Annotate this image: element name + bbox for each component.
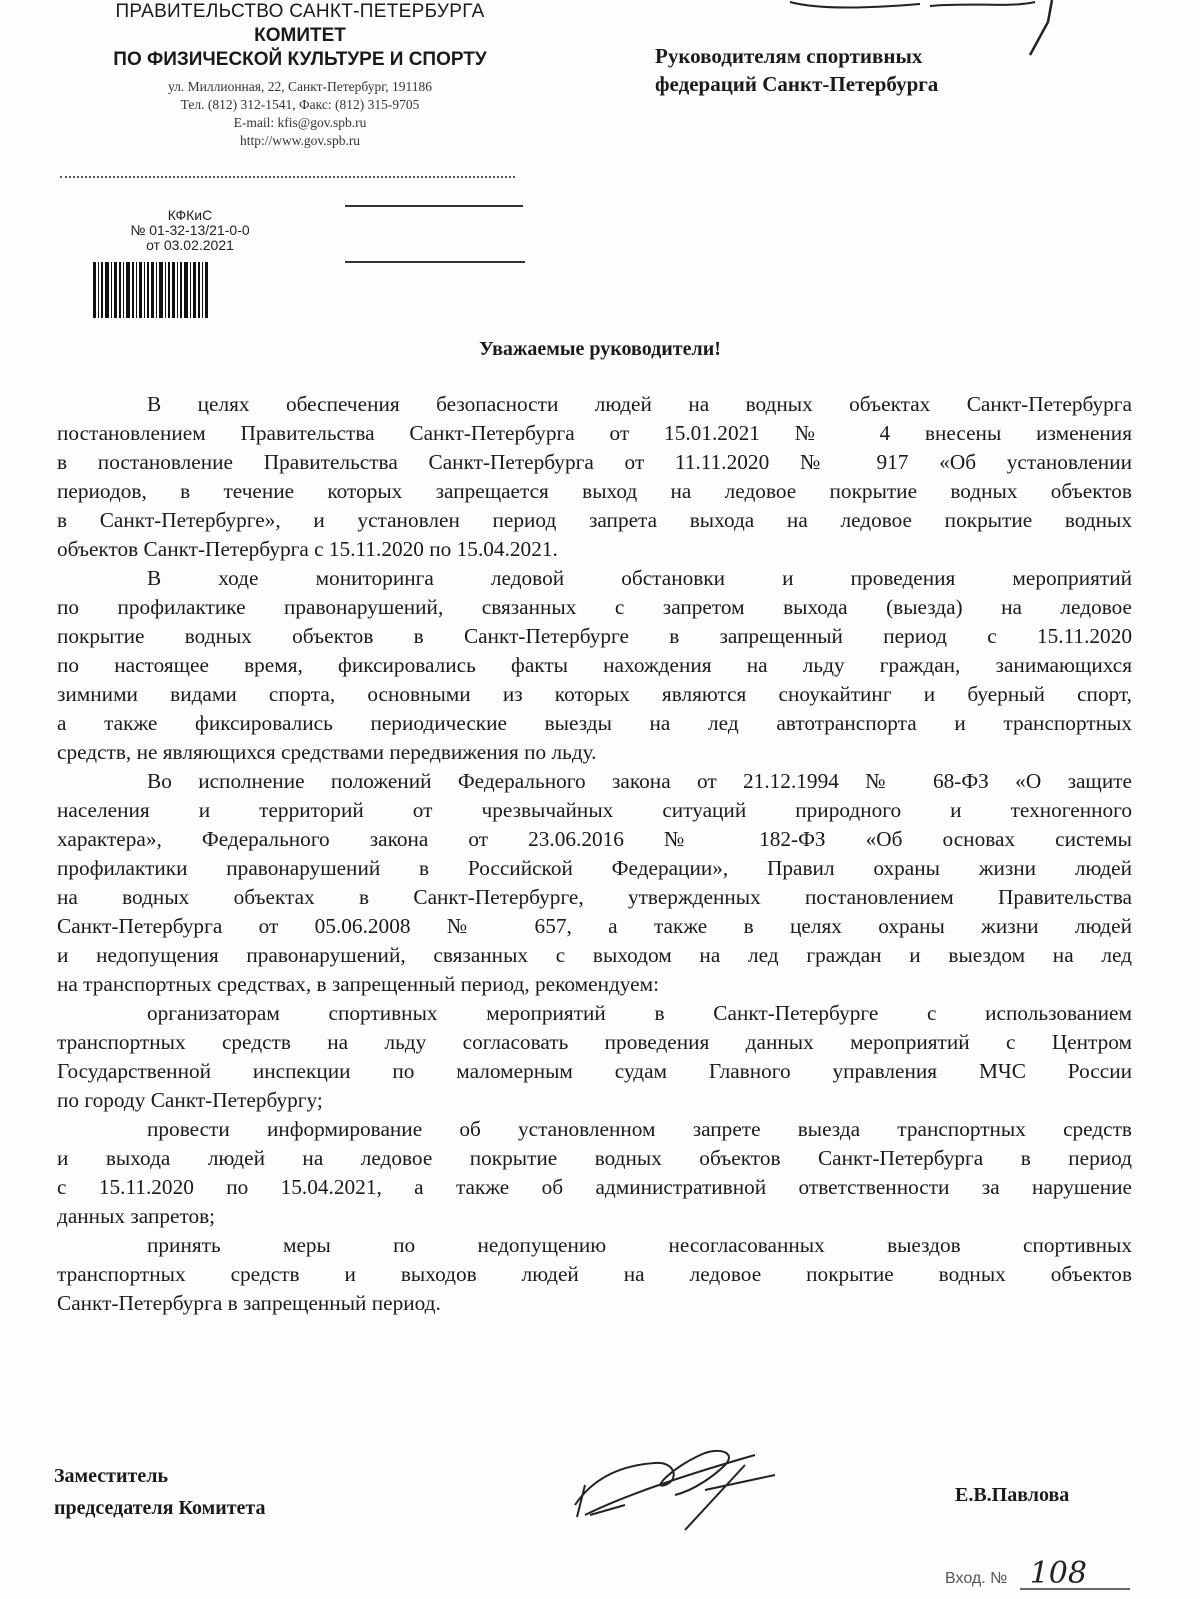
body-line: организаторам спортивных мероприятий в Санкт-Петербурге с использованием <box>147 1001 1132 1025</box>
body-line: Государственной инспекции по маломерным судам Главного управления МЧС России <box>57 1059 1132 1083</box>
barcode-bar <box>93 262 96 318</box>
body-line: и выхода людей на ледовое покрытие водных объектов Санкт-Петербурга в период <box>57 1146 1132 1170</box>
body-line: по профилактике правонарушений, связанных с запретом выхода (выезда) на ледовое <box>57 595 1132 619</box>
barcode-bar <box>159 262 163 318</box>
body-line: а также фиксировались периодические выезды на лед автотранспорта и транспортных <box>57 711 1132 735</box>
barcode-bar <box>139 262 142 318</box>
body-line: данных запретов; <box>57 1204 216 1228</box>
blank-line <box>345 261 525 263</box>
body-line: характера», Федерального закона от 23.06.2016 № 182-ФЗ «Об основах системы <box>57 827 1132 851</box>
barcode-bar <box>136 262 137 318</box>
barcode-bar <box>165 262 166 318</box>
body-line: по городу Санкт-Петербургу; <box>57 1088 323 1112</box>
body-line: и недопущения правонарушений, связанных с выходом на лед граждан и выездом на лед <box>57 943 1132 967</box>
body-line: зимними видами спорта, основными из которых являются сноукайтинг и буерный спорт, <box>57 682 1132 706</box>
barcode-bar <box>126 262 130 318</box>
body-line: с 15.11.2020 по 15.04.2021, а также об административной ответственности за нарушение <box>57 1175 1132 1199</box>
signatory-title-line: председателя Комитета <box>54 1497 266 1519</box>
body-line: постановлением Правительства Санкт-Петербурга от 15.01.2021 № 4 внесены изменения <box>57 421 1132 445</box>
body-line: покрытие водных объектов в Санкт-Петербурге в запрещенный период с 15.11.2020 <box>57 624 1132 648</box>
addressee <box>655 42 938 98</box>
barcode-bar <box>198 262 200 318</box>
body-line: Во исполнение положений Федерального закона от 21.12.1994 № 68-ФЗ «О защите <box>147 769 1132 793</box>
barcode-bar <box>132 262 134 318</box>
body-line: В ходе мониторинга ледовой обстановки и проведения мероприятий <box>147 566 1132 590</box>
org-committee: КОМИТЕТ <box>254 25 346 46</box>
barcode-bar <box>190 262 191 318</box>
letterhead <box>40 0 560 150</box>
barcode-bar <box>111 262 112 318</box>
stamp-date: от 03.02.2021 <box>146 237 234 253</box>
body-line: Санкт-Петербурга от 05.06.2008 № 657, а также в целях охраны жизни людей <box>57 914 1132 938</box>
barcode-bar <box>98 262 99 318</box>
org-email: E-mail: kfis@gov.spb.ru <box>233 115 367 130</box>
org-committee-name: ПО ФИЗИЧЕСКОЙ КУЛЬТУРЕ И СПОРТУ <box>113 49 487 70</box>
barcode-bar <box>105 262 109 318</box>
org-address: ул. Миллионная, 22, Санкт-Петербург, 191186 <box>168 79 432 94</box>
signatory-name: Е.В.Павлова <box>955 1484 1070 1506</box>
body-line: провести информирование об установленном запрете выезда транспортных средств <box>147 1117 1132 1141</box>
barcode-bar <box>151 262 154 318</box>
barcode-bar <box>114 262 117 318</box>
letterhead-divider <box>60 176 515 178</box>
org-website: http://www.gov.spb.ru <box>239 133 361 148</box>
body-line: транспортных средств и выходов людей на ледовое покрытие водных объектов <box>57 1262 1132 1286</box>
barcode-bar <box>168 262 170 318</box>
body-line: транспортных средств на льду согласовать проведения данных мероприятий с Центром <box>57 1030 1132 1054</box>
barcode-bar <box>123 262 124 318</box>
body-line: в постановление Правительства Санкт-Петербурга от 11.11.2020 № 917 «Об установлении <box>57 450 1132 474</box>
handwritten-signature <box>565 1435 805 1535</box>
greeting: Уважаемые руководители! <box>479 338 721 360</box>
stamp-org: КФКиС <box>167 207 213 223</box>
body-line: на транспортных средствах, в запрещенный период, рекомендуем: <box>57 972 660 996</box>
body-line: В целях обеспечения безопасности людей на водных объектах Санкт-Петербурга <box>147 392 1132 416</box>
letter-body <box>57 390 1132 1318</box>
org-government: ПРАВИТЕЛЬСТВО САНКТ-ПЕТЕРБУРГА <box>115 1 485 22</box>
barcode <box>93 262 273 318</box>
registration-stamp <box>90 208 290 253</box>
barcode-bar <box>177 262 178 318</box>
incoming-number <box>945 1556 1130 1591</box>
body-line: в Санкт-Петербурге», и установлен период запрета выхода на ледовое покрытие водных <box>57 508 1132 532</box>
barcode-bar <box>101 262 103 318</box>
incoming-number-value: 108 <box>1020 1560 1130 1590</box>
body-line: Санкт-Петербурга в запрещенный период. <box>57 1291 441 1315</box>
stamp-number: № 01-32-13/21-0-0 <box>130 222 250 238</box>
addressee-line: федераций Санкт-Петербурга <box>655 72 939 96</box>
barcode-bar <box>205 262 208 318</box>
signatory-title <box>54 1460 266 1524</box>
body-line: периодов, в течение которых запрещается выход на ледовое покрытие водных объектов <box>57 479 1132 503</box>
blank-line <box>345 205 523 207</box>
barcode-bar <box>193 262 196 318</box>
signatory-title-line: Заместитель <box>54 1465 169 1487</box>
barcode-bar <box>172 262 175 318</box>
barcode-bar <box>156 262 157 318</box>
body-line: на водных объектах в Санкт-Петербурге, утвержденных постановлением Правительства <box>57 885 1132 909</box>
body-line: профилактики правонарушений в Российской Федерации», Правил охраны жизни людей <box>57 856 1132 880</box>
barcode-bar <box>184 262 188 318</box>
body-line: средств, не являющихся средствами передвижения по льду. <box>57 740 597 764</box>
org-phone: Тел. (812) 312-1541, Факс: (812) 315-9705 <box>180 97 420 112</box>
body-line: населения и территорий от чрезвычайных ситуаций природного и техногенного <box>57 798 1132 822</box>
body-line: объектов Санкт-Петербурга с 15.11.2020 по 15.04.2021. <box>57 537 558 561</box>
body-line: по настоящее время, фиксировались факты нахождения на льду граждан, занимающихся <box>57 653 1132 677</box>
barcode-bar <box>147 262 149 318</box>
barcode-bar <box>119 262 121 318</box>
incoming-label: Вход. № <box>945 1570 1008 1587</box>
body-line: принять меры по недопущению несогласованных выездов спортивных <box>147 1233 1132 1257</box>
addressee-line: Руководителям спортивных <box>655 44 923 68</box>
barcode-bar <box>202 262 203 318</box>
barcode-bar <box>144 262 145 318</box>
barcode-bar <box>180 262 182 318</box>
